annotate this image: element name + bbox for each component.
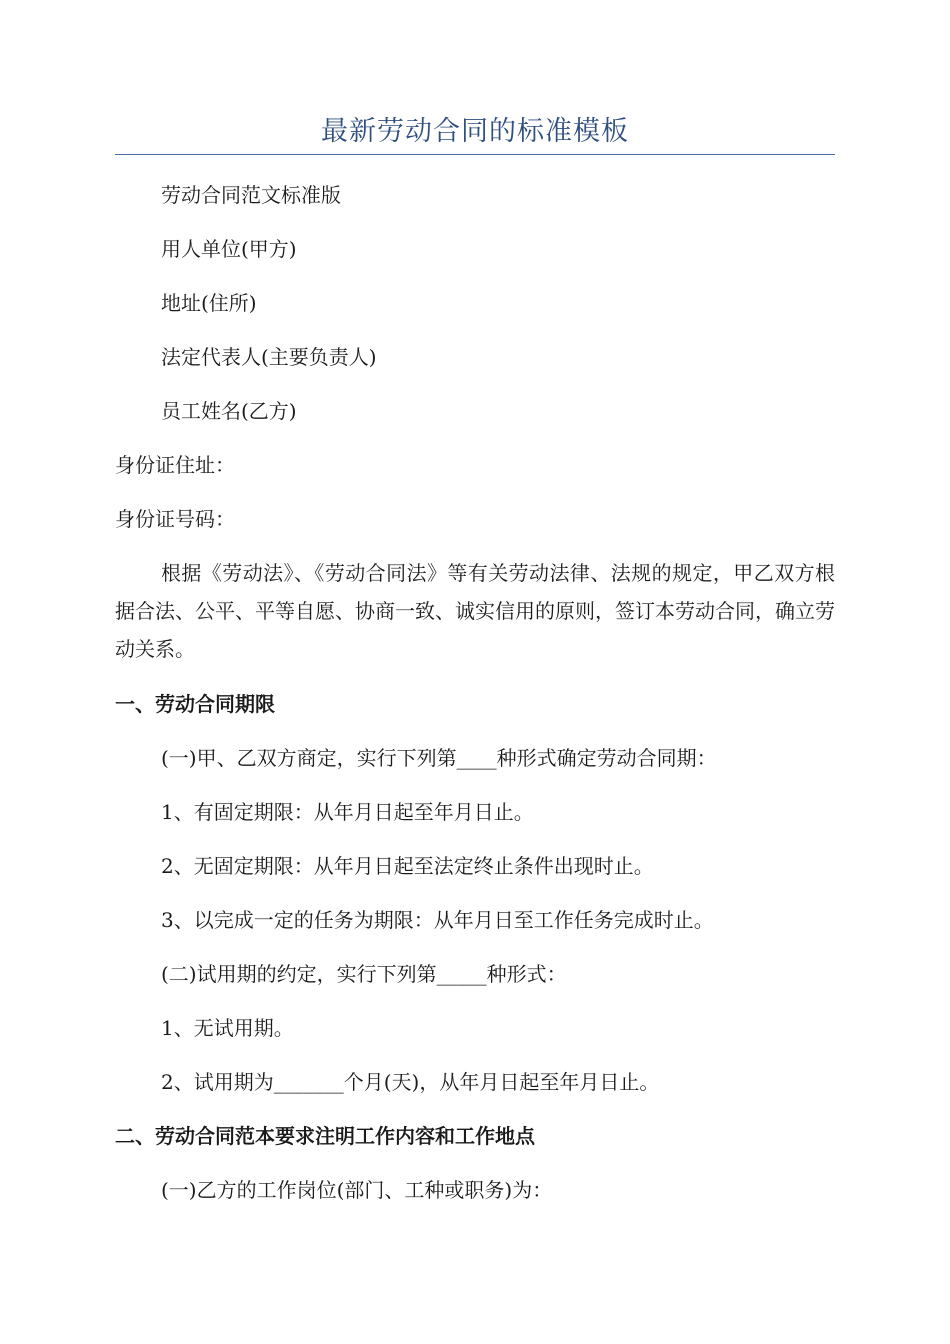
section-1-item: 2、试用期为_______个月(天)，从年月日起至年月日止。: [161, 1070, 660, 1094]
section-2-heading: 二、劳动合同范本要求注明工作内容和工作地点: [115, 1124, 535, 1148]
title-underline: [115, 154, 835, 155]
section-1-item: (二)试用期的约定，实行下列第_____种形式：: [161, 962, 567, 986]
section-1-item: 1、无试用期。: [161, 1016, 294, 1040]
section-2-item: (一)乙方的工作岗位(部门、工种或职务)为：: [161, 1178, 553, 1202]
section-1-item: 2、无固定期限：从年月日起至法定终止条件出现时止。: [161, 854, 654, 878]
id-address-line: 身份证住址：: [115, 453, 235, 477]
section-1-item: 1、有固定期限：从年月日起至年月日止。: [161, 800, 534, 824]
section-1-item: (一)甲、乙双方商定，实行下列第____种形式确定劳动合同期：: [161, 746, 717, 770]
section-1-heading: 一、劳动合同期限: [115, 692, 275, 716]
id-number-line: 身份证号码：: [115, 507, 235, 531]
legal-rep-line: 法定代表人(主要负责人): [161, 345, 377, 369]
address-line: 地址(住所): [161, 291, 257, 315]
employer-line: 用人单位(甲方): [161, 237, 297, 261]
employee-name-line: 员工姓名(乙方): [161, 399, 297, 423]
intro-paragraph: 根据《劳动法》、《劳动合同法》等有关劳动法律、法规的规定，甲乙双方根据合法、公平、平等自愿、协商一致、诚实信用的原则，签订本劳动合同，确立劳动关系。: [115, 561, 835, 661]
subtitle-line: 劳动合同范文标准版: [161, 183, 341, 207]
document-title: 最新劳动合同的标准模板: [321, 116, 629, 147]
section-1-item: 3、以完成一定的任务为期限：从年月日至工作任务完成时止。: [161, 908, 714, 932]
